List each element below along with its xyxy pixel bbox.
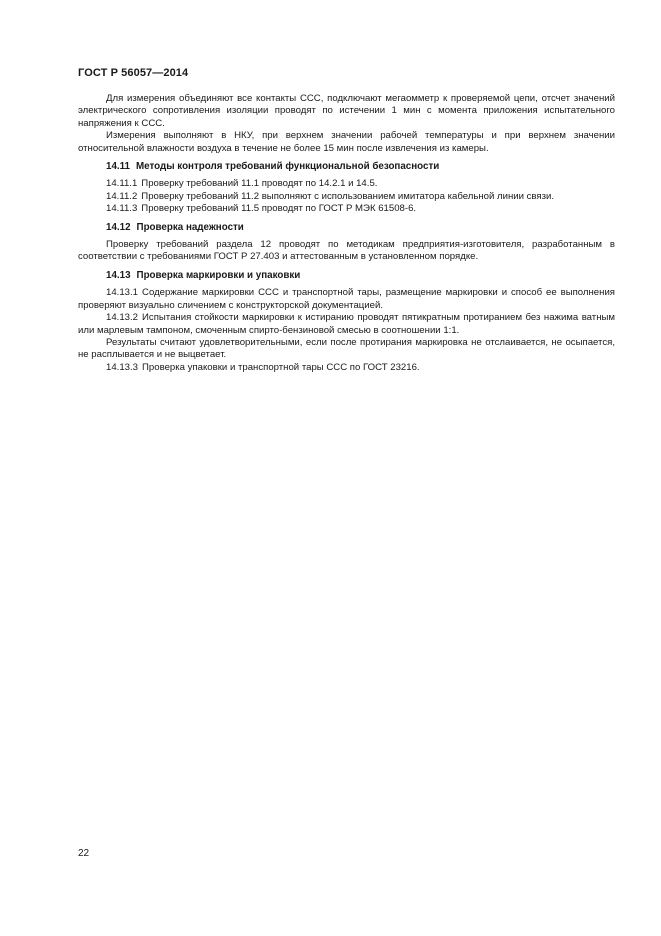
clause-number: 14.13.2 <box>106 312 139 324</box>
clause-14-11-2 <box>78 191 615 203</box>
section-number: 14.11 <box>106 161 130 173</box>
clause-text: Проверку требований 11.1 проводят по 14.2.1 и 14.5. <box>141 178 378 190</box>
clause-text: Проверку требований 11.5 проводят по ГОСТ Р МЭК 61508-6. <box>141 203 417 215</box>
clause-text: Проверка упаковки и транспортной тары ССС по ГОСТ 23216. <box>142 361 420 373</box>
clause-14-13-1 <box>78 287 615 312</box>
section-heading-14-13 <box>78 270 615 282</box>
paragraph-results: Результаты считают удовлетворительными, если после протирания маркировка не отслаивается, не осыпается, не расплывается и не выцветает. <box>78 336 615 361</box>
clause-14-11-1 <box>78 178 615 190</box>
clause-number: 14.11.2 <box>106 190 138 202</box>
section-number: 14.13 <box>106 269 131 281</box>
section-heading-14-12 <box>78 222 615 234</box>
page-number: 22 <box>78 848 90 859</box>
section-heading-14-11 <box>78 161 615 173</box>
clause-number: 14.13.1 <box>106 287 139 299</box>
clause-14-13-3 <box>78 362 615 374</box>
clause-number: 14.11.3 <box>106 203 138 215</box>
section-title: Проверка маркировки и упаковки <box>136 269 301 281</box>
document-header: ГОСТ Р 56057—2014 <box>78 67 189 79</box>
clause-number: 14.11.1 <box>106 178 138 190</box>
clause-14-11-3 <box>78 203 615 215</box>
clause-14-13-2 <box>78 312 615 337</box>
clause-text: Испытания стойкости маркировки к истиранию проводят пятикратным протиранием без нажима ватным или марлевым тампоном, смоченным спирто-бензиновой смесью в соотношении 1:1. <box>78 312 615 336</box>
paragraph-measurement: Для измерения объединяют все контакты ССС, подключают мегаомметр к проверяемой цепи, отсчет значений электрического сопротивления изоляции проводят по истечении 1 мин с момента приложения испытательного напряжения к ССС. <box>78 93 615 129</box>
clause-text: Содержание маркировки ССС и транспортной тары, размещение маркировки и способ ее выполнения проверяют визуально сличением с конструкторской документацией. <box>78 287 615 311</box>
paragraph-conditions: Измерения выполняют в НКУ, при верхнем значении рабочей температуры и при верхнем значении относительной влажности воздуха в течение не более 15 мин после извлечения из камеры. <box>78 130 615 154</box>
section-title: Проверка надежности <box>136 221 244 233</box>
clause-number: 14.13.3 <box>106 361 139 373</box>
section-title: Методы контроля требований функциональной безопасности <box>135 161 440 173</box>
document-body <box>78 93 615 374</box>
section-number: 14.12 <box>106 221 131 233</box>
paragraph-reliability: Проверку требований раздела 12 проводят по методикам предприятия-изготовителя, разработанным в соответствии с требованиями ГОСТ Р 27.403 и аттестованным в установленном порядке. <box>78 239 615 263</box>
clause-text: Проверку требований 11.2 выполняют с использованием имитатора кабельной линии связи. <box>141 190 555 202</box>
